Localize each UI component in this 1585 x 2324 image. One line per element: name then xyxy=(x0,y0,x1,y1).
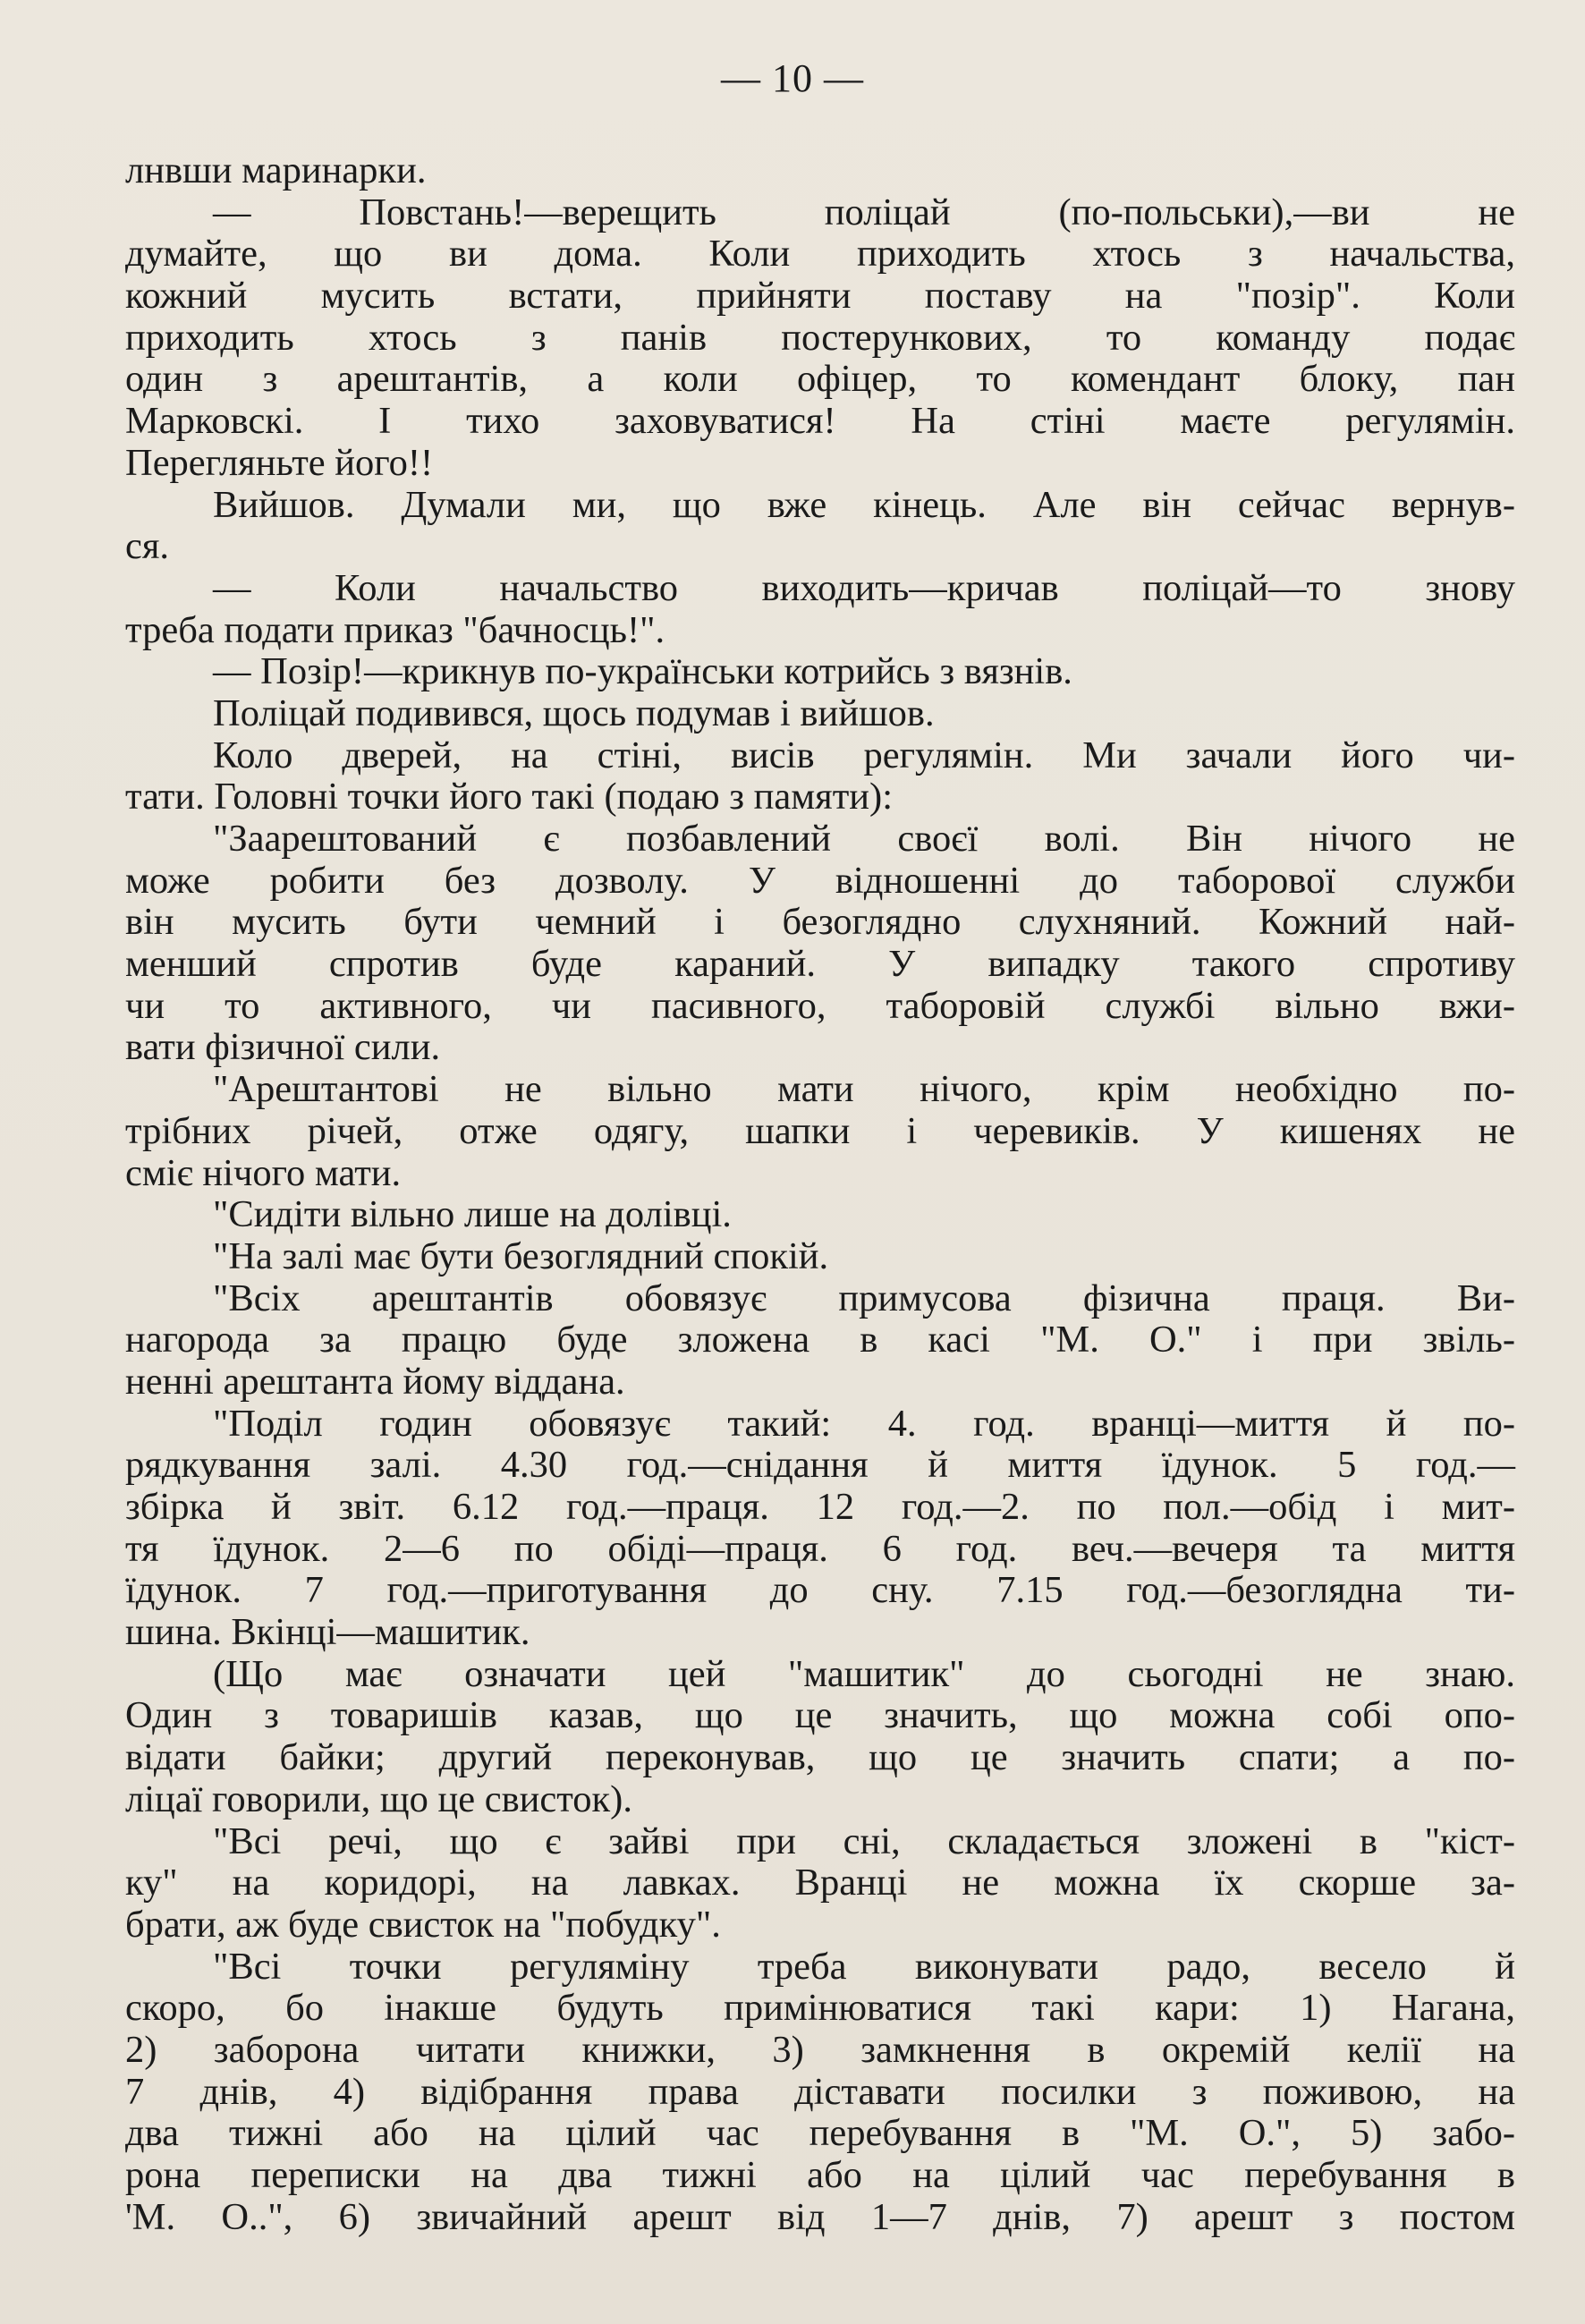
text-line: треба подати приказ "бачносць!". xyxy=(125,608,665,651)
text-line: — Коли начальство виходить—кричав поліцай—то знову xyxy=(213,566,1515,609)
text-line: рона переписки на два тижні або на цілий час перебування в xyxy=(125,2154,1515,2196)
text-line: він мусить бути чемний і безоглядно слухняний. Кожний най- xyxy=(125,901,1515,944)
text-line: тати. Головні точки його такі (подаю з памяти): xyxy=(125,776,894,818)
text-line: ненні арештанта йому віддана. xyxy=(125,1360,625,1403)
text-line: "Заарештований є позбавлений своєї волі. Він нічого не xyxy=(213,818,1515,860)
text-line: нагорода за працю буде зложена в касі "М. О." і при звіль- xyxy=(125,1319,1515,1361)
page-number: — 10 — xyxy=(721,56,864,100)
text-line: "На залі має бути безоглядний спокій. xyxy=(213,1234,829,1277)
text-line: Поліцай подивився, щось подумав і вийшов. xyxy=(213,691,935,734)
text-line: думайте, що ви дома. Коли приходить хтось з начальства, xyxy=(125,233,1515,276)
text-line: Вийшов. Думали ми, що вже кінець. Але він сейчас вернув- xyxy=(213,483,1515,526)
text-line: може робити без дозволу. У відношенні до таборової служби xyxy=(125,859,1515,902)
text-line: рядкування залі. 4.30 год.—снідання й миття їдунок. 5 год.— xyxy=(125,1444,1515,1487)
text-line: ліцаї говорили, що це свисток). xyxy=(125,1777,632,1820)
text-line: — Повстань!—верещить поліцай (по-польськи),—ви не xyxy=(213,191,1515,233)
text-line: два тижні або на цілий час перебування в "М. О.", 5) забо- xyxy=(125,2112,1515,2155)
body-text xyxy=(125,150,1515,2238)
text-line: кожний мусить встати, прийняти поставу на "позір". Коли xyxy=(125,275,1515,318)
text-line: чи то активного, чи пасивного, таборовій службі вільно вжи- xyxy=(125,984,1515,1027)
text-line: 7 днів, 4) відібрання права діставати посилки з поживою, на xyxy=(125,2070,1515,2113)
text-line: вати фізичної сили. xyxy=(125,1026,441,1069)
text-line: "Всіх арештантів обовязує примусова фізична праця. Ви- xyxy=(213,1277,1515,1319)
text-line: трібних річей, отже одягу, шапки і черевиків. У кишенях не xyxy=(125,1109,1515,1152)
text-line: Перегляньте його!! xyxy=(125,441,434,484)
text-line: ку" на коридорі, на лавках. Вранці не можна їх скорше за- xyxy=(125,1862,1515,1904)
text-line: 2) заборона читати книжки, 3) замкнення в окремій келії на xyxy=(125,2028,1515,2071)
text-line: скоро, бо інакше будуть примінюватися такі кари: 1) Нагана, xyxy=(125,1987,1515,2030)
text-line: відати байки; другий переконував, що це значить спати; а по- xyxy=(125,1736,1515,1779)
text-line: Марковскі. І тихо заховуватися! На стіні маєте регулямін. xyxy=(125,400,1515,443)
text-line: брати, аж буде свисток на "побудку". xyxy=(125,1903,721,1946)
text-line: "Арештантові не вільно мати нічого, крім необхідно по- xyxy=(213,1068,1515,1111)
text-line: їдунок. 7 год.—приготування до сну. 7.15 год.—безоглядна ти- xyxy=(125,1569,1515,1612)
text-line: "Сидіти вільно лише на долівці. xyxy=(213,1193,732,1236)
text-line: 'М. О..", 6) звичайний арешт від 1—7 днів, 7) арешт з постом xyxy=(125,2195,1515,2238)
text-line: — Позір!—крикнув по-українськи котрийсь з вязнів. xyxy=(213,650,1072,693)
text-line: шина. Вкінці—машитик. xyxy=(125,1611,530,1654)
text-line: тя їдунок. 2—6 по обіді—праця. 6 год. веч.—вечеря та миття xyxy=(125,1527,1515,1570)
text-line: "Всі точки регуляміну треба виконувати радо, весело й xyxy=(213,1945,1515,1988)
text-line: Один з товаришів казав, що це значить, що можна собі опо- xyxy=(125,1694,1515,1737)
text-line: "Поділ годин обовязує такий: 4. год. вранці—миття й по- xyxy=(213,1402,1515,1445)
text-line: менший спротив буде караний. У випадку такого спротиву xyxy=(125,943,1515,986)
text-line: сміє нічого мати. xyxy=(125,1151,402,1194)
text-line: один з арештантів, а коли офіцер, то комендант блоку, пан xyxy=(125,358,1515,401)
text-line: лнвши маринарки. xyxy=(125,149,427,191)
text-line: приходить хтось з панів постерункових, то команду подає xyxy=(125,316,1515,359)
text-line: "Всі речі, що є зайві при сні, складається зложені в "кіст- xyxy=(213,1819,1515,1862)
text-line: збірка й звіт. 6.12 год.—праця. 12 год.—2. по пол.—обід і мит- xyxy=(125,1486,1515,1528)
text-line: Коло дверей, на стіні, висів регулямін. Ми зачали його чи- xyxy=(213,734,1515,776)
text-line: ся. xyxy=(125,525,170,568)
text-line: (Що має означати цей "машитик" до сьогодні не знаю. xyxy=(213,1652,1515,1695)
